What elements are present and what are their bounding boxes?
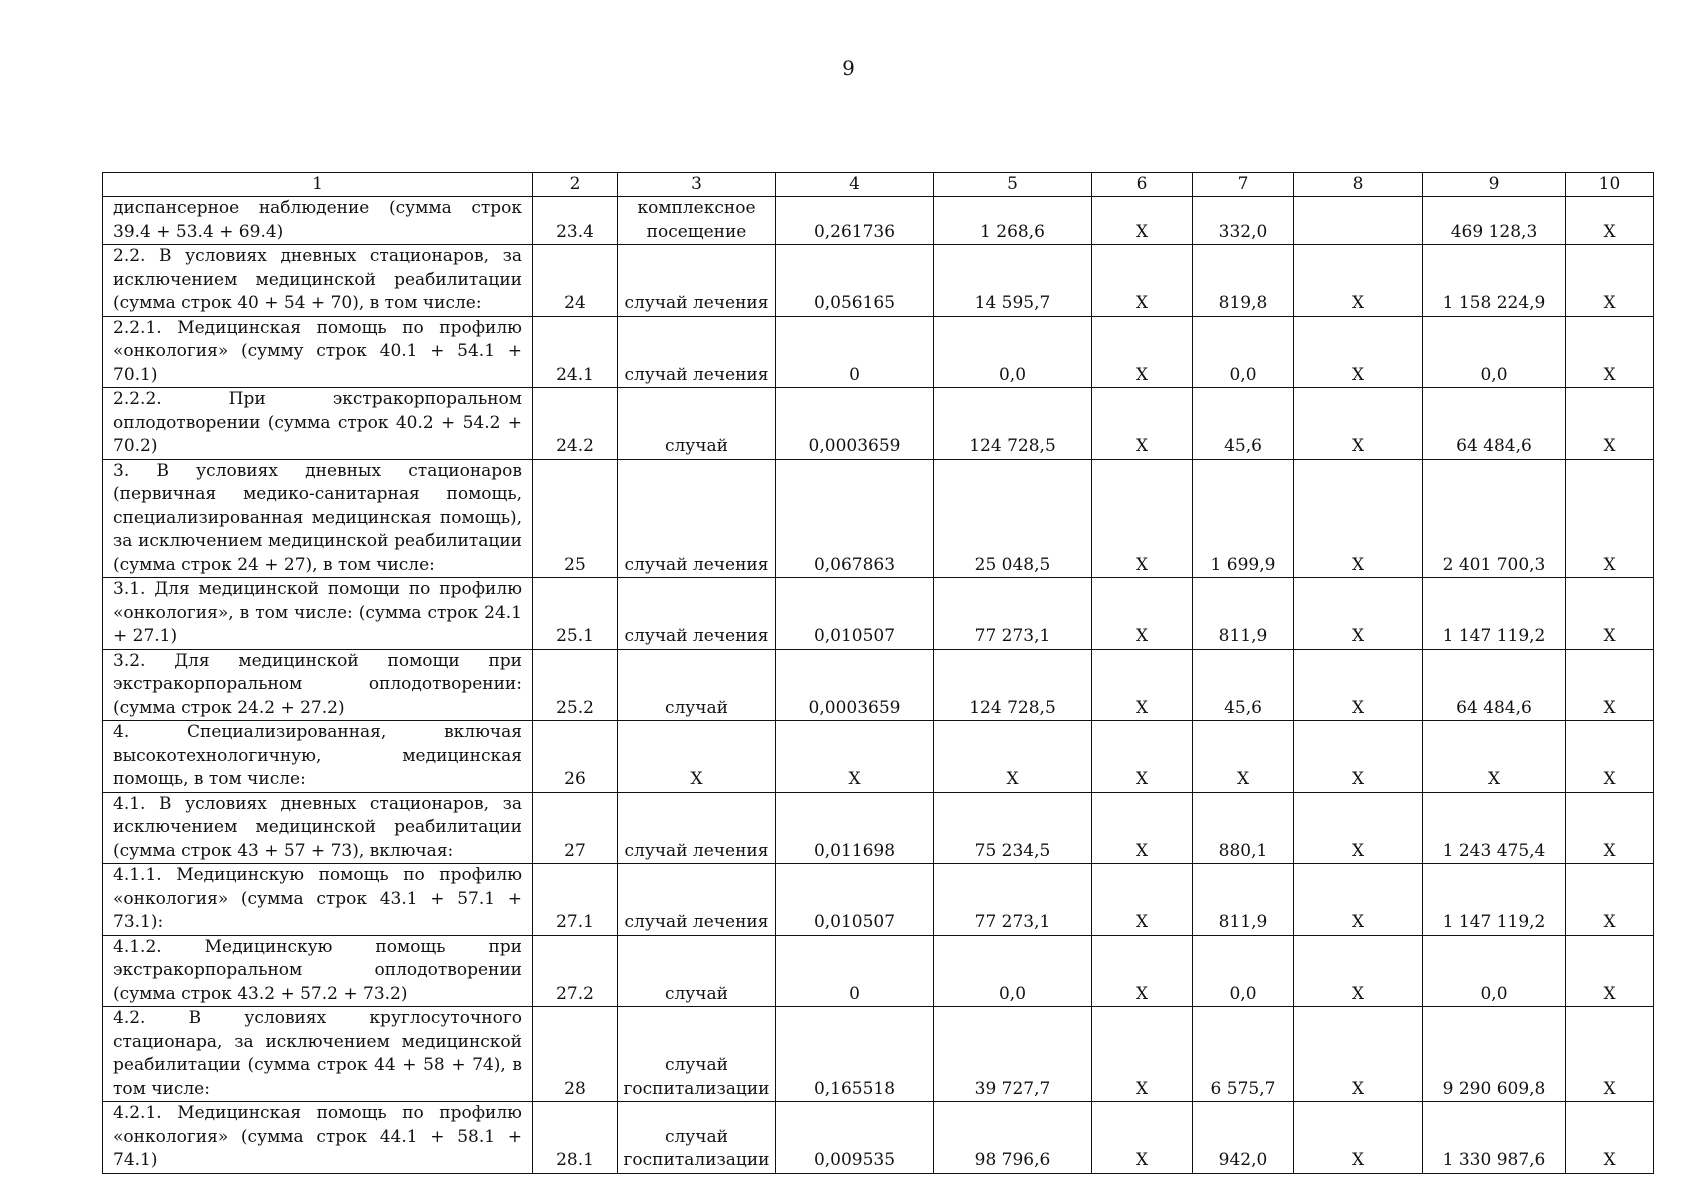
table-row — [103, 316, 1654, 388]
row-number: 24.2 — [533, 388, 618, 460]
table-row — [103, 792, 1654, 864]
unit-cell: случай лечения — [618, 245, 776, 317]
value-cell: 64 484,6 — [1423, 388, 1566, 460]
value-cell: 2 401 700,3 — [1423, 459, 1566, 578]
column-header: 7 — [1193, 173, 1294, 197]
value-cell: Х — [1092, 459, 1193, 578]
value-cell: 0 — [776, 935, 934, 1007]
column-header: 10 — [1566, 173, 1654, 197]
data-table — [102, 172, 1654, 1174]
page-number: 9 — [842, 56, 855, 80]
value-cell: Х — [1092, 578, 1193, 650]
unit-cell: случай — [618, 935, 776, 1007]
value-cell: 45,6 — [1193, 649, 1294, 721]
value-cell: Х — [1294, 721, 1423, 793]
table-header-row — [103, 173, 1654, 197]
row-description: 2.2.2. При экстракорпоральном оплодотворении (сумма строк 40.2 + 54.2 + 70.2) — [103, 388, 533, 460]
value-cell: 0,067863 — [776, 459, 934, 578]
value-cell: 811,9 — [1193, 578, 1294, 650]
unit-cell: случай лечения — [618, 459, 776, 578]
value-cell: 1 147 119,2 — [1423, 864, 1566, 936]
row-number: 27.2 — [533, 935, 618, 1007]
value-cell: Х — [1294, 388, 1423, 460]
column-header: 5 — [934, 173, 1092, 197]
value-cell: Х — [1092, 649, 1193, 721]
value-cell: Х — [1092, 935, 1193, 1007]
value-cell: 0,0 — [1193, 935, 1294, 1007]
column-header: 6 — [1092, 173, 1193, 197]
row-number: 25 — [533, 459, 618, 578]
table-row — [103, 197, 1654, 245]
value-cell: Х — [1294, 316, 1423, 388]
value-cell: Х — [1092, 1102, 1193, 1174]
value-cell: Х — [1294, 1102, 1423, 1174]
value-cell: 77 273,1 — [934, 864, 1092, 936]
unit-cell: случай госпитализации — [618, 1102, 776, 1174]
value-cell: Х — [1566, 721, 1654, 793]
row-number: 27.1 — [533, 864, 618, 936]
value-cell: 75 234,5 — [934, 792, 1092, 864]
value-cell: 0,010507 — [776, 864, 934, 936]
value-cell: Х — [1294, 792, 1423, 864]
row-description: 4.1.1. Медицинскую помощь по профилю «онкология» (сумма строк 43.1 + 57.1 + 73.1): — [103, 864, 533, 936]
value-cell: 819,8 — [1193, 245, 1294, 317]
value-cell: Х — [1566, 459, 1654, 578]
value-cell: Х — [1294, 245, 1423, 317]
table-row — [103, 1102, 1654, 1174]
value-cell: Х — [1092, 721, 1193, 793]
value-cell: Х — [1294, 459, 1423, 578]
value-cell: 811,9 — [1193, 864, 1294, 936]
value-cell: Х — [776, 721, 934, 793]
value-cell: 98 796,6 — [934, 1102, 1092, 1174]
table-row — [103, 935, 1654, 1007]
value-cell: 1 268,6 — [934, 197, 1092, 245]
value-cell: 0,165518 — [776, 1007, 934, 1102]
value-cell: Х — [1092, 197, 1193, 245]
column-header: 2 — [533, 173, 618, 197]
value-cell: 0,0003659 — [776, 388, 934, 460]
row-description: 4. Специализированная, включая высокотехнологичную, медицинская помощь, в том числе: — [103, 721, 533, 793]
value-cell: 6 575,7 — [1193, 1007, 1294, 1102]
value-cell: Х — [1092, 388, 1193, 460]
value-cell: Х — [1566, 864, 1654, 936]
column-header: 3 — [618, 173, 776, 197]
value-cell: 1 330 987,6 — [1423, 1102, 1566, 1174]
table-row — [103, 721, 1654, 793]
value-cell: 0,0 — [1423, 316, 1566, 388]
value-cell: 124 728,5 — [934, 649, 1092, 721]
value-cell: 0,011698 — [776, 792, 934, 864]
row-number: 24.1 — [533, 316, 618, 388]
value-cell: Х — [1092, 245, 1193, 317]
value-cell: Х — [1294, 935, 1423, 1007]
value-cell: Х — [1566, 578, 1654, 650]
unit-cell: Х — [618, 721, 776, 793]
unit-cell: случай лечения — [618, 578, 776, 650]
row-description: 3. В условиях дневных стационаров (первичная медико-санитарная помощь, специализированная медицинская помощь), за исключением медицинской реабилитации (сумма строк 24 + 27), в том числе: — [103, 459, 533, 578]
value-cell: Х — [1566, 792, 1654, 864]
row-description: диспансерное наблюдение (сумма строк 39.4 + 53.4 + 69.4) — [103, 197, 533, 245]
value-cell: 942,0 — [1193, 1102, 1294, 1174]
value-cell: Х — [1294, 864, 1423, 936]
value-cell: Х — [1566, 1007, 1654, 1102]
row-description: 2.2.1. Медицинская помощь по профилю «онкология» (сумму строк 40.1 + 54.1 + 70.1) — [103, 316, 533, 388]
value-cell: 1 243 475,4 — [1423, 792, 1566, 864]
value-cell: 0,009535 — [776, 1102, 934, 1174]
value-cell: Х — [1566, 1102, 1654, 1174]
value-cell: Х — [1566, 197, 1654, 245]
value-cell: 14 595,7 — [934, 245, 1092, 317]
value-cell: Х — [1193, 721, 1294, 793]
value-cell: 77 273,1 — [934, 578, 1092, 650]
unit-cell: случай лечения — [618, 792, 776, 864]
row-description: 4.2.1. Медицинская помощь по профилю «онкология» (сумма строк 44.1 + 58.1 + 74.1) — [103, 1102, 533, 1174]
value-cell: Х — [1423, 721, 1566, 793]
value-cell: Х — [1566, 649, 1654, 721]
value-cell: 1 699,9 — [1193, 459, 1294, 578]
row-description: 3.1. Для медицинской помощи по профилю «онкология», в том числе: (сумма строк 24.1 + 27.1) — [103, 578, 533, 650]
value-cell: 45,6 — [1193, 388, 1294, 460]
column-header: 1 — [103, 173, 533, 197]
row-description: 4.1. В условиях дневных стационаров, за исключением медицинской реабилитации (сумма строк 43 + 57 + 73), включая: — [103, 792, 533, 864]
value-cell: 9 290 609,8 — [1423, 1007, 1566, 1102]
table-row — [103, 245, 1654, 317]
value-cell: 39 727,7 — [934, 1007, 1092, 1102]
value-cell: 1 147 119,2 — [1423, 578, 1566, 650]
unit-cell: комплексное посещение — [618, 197, 776, 245]
unit-cell: случай лечения — [618, 864, 776, 936]
value-cell: 1 158 224,9 — [1423, 245, 1566, 317]
unit-cell: случай — [618, 388, 776, 460]
value-cell: 25 048,5 — [934, 459, 1092, 578]
unit-cell: случай — [618, 649, 776, 721]
row-description: 3.2. Для медицинской помощи при экстракорпоральном оплодотворении: (сумма строк 24.2 + 27.2) — [103, 649, 533, 721]
value-cell: 0,0003659 — [776, 649, 934, 721]
table-row — [103, 388, 1654, 460]
value-cell: 0,0 — [1423, 935, 1566, 1007]
value-cell: 469 128,3 — [1423, 197, 1566, 245]
row-number: 25.2 — [533, 649, 618, 721]
table-row — [103, 459, 1654, 578]
value-cell: Х — [1092, 864, 1193, 936]
table-row — [103, 578, 1654, 650]
table-row — [103, 864, 1654, 936]
value-cell: 0,261736 — [776, 197, 934, 245]
value-cell: Х — [934, 721, 1092, 793]
value-cell: 0,0 — [934, 316, 1092, 388]
value-cell: 0,010507 — [776, 578, 934, 650]
value-cell: 0 — [776, 316, 934, 388]
value-cell: Х — [1566, 245, 1654, 317]
row-number: 28 — [533, 1007, 618, 1102]
value-cell: 64 484,6 — [1423, 649, 1566, 721]
value-cell: Х — [1092, 316, 1193, 388]
value-cell: Х — [1566, 316, 1654, 388]
row-number: 26 — [533, 721, 618, 793]
value-cell: Х — [1294, 1007, 1423, 1102]
value-cell: Х — [1294, 578, 1423, 650]
row-number: 24 — [533, 245, 618, 317]
value-cell: 0,056165 — [776, 245, 934, 317]
column-header: 9 — [1423, 173, 1566, 197]
value-cell: 124 728,5 — [934, 388, 1092, 460]
value-cell: 0,0 — [1193, 316, 1294, 388]
row-number: 25.1 — [533, 578, 618, 650]
value-cell: 332,0 — [1193, 197, 1294, 245]
table-row — [103, 649, 1654, 721]
row-number: 28.1 — [533, 1102, 618, 1174]
row-number: 27 — [533, 792, 618, 864]
unit-cell: случай лечения — [618, 316, 776, 388]
value-cell: 880,1 — [1193, 792, 1294, 864]
row-description: 4.1.2. Медицинскую помощь при экстракорпоральном оплодотворении (сумма строк 43.2 + 57.2 + 73.2) — [103, 935, 533, 1007]
value-cell: Х — [1092, 1007, 1193, 1102]
column-header: 4 — [776, 173, 934, 197]
row-description: 4.2. В условиях круглосуточного стационара, за исключением медицинской реабилитации (сумма строк 44 + 58 + 74), в том числе: — [103, 1007, 533, 1102]
value-cell: Х — [1566, 388, 1654, 460]
value-cell — [1294, 197, 1423, 245]
value-cell: Х — [1294, 649, 1423, 721]
table-row — [103, 1007, 1654, 1102]
row-description: 2.2. В условиях дневных стационаров, за исключением медицинской реабилитации (сумма строк 40 + 54 + 70), в том числе: — [103, 245, 533, 317]
column-header: 8 — [1294, 173, 1423, 197]
unit-cell: случай госпитализации — [618, 1007, 776, 1102]
value-cell: Х — [1566, 935, 1654, 1007]
value-cell: 0,0 — [934, 935, 1092, 1007]
row-number: 23.4 — [533, 197, 618, 245]
value-cell: Х — [1092, 792, 1193, 864]
